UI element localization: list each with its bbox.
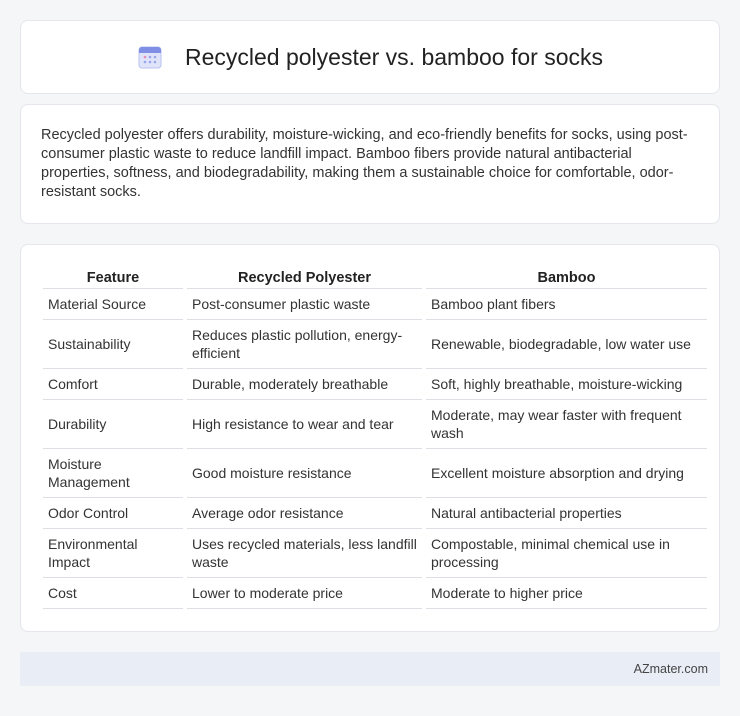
feature-cell: Cost — [43, 578, 183, 609]
table-row — [43, 578, 707, 609]
title-card — [20, 20, 720, 94]
polyester-cell: Average odor resistance — [187, 498, 422, 529]
page-title: Recycled polyester vs. bamboo for socks — [184, 43, 603, 70]
calendar-icon — [137, 44, 163, 70]
table-row — [43, 529, 707, 578]
bamboo-cell: Moderate, may wear faster with frequent wash — [426, 400, 707, 449]
header-feature: Feature — [43, 267, 183, 289]
feature-cell: Sustainability — [43, 320, 183, 369]
table-row — [43, 369, 707, 400]
feature-cell: Odor Control — [43, 498, 183, 529]
polyester-cell: Uses recycled materials, less landfill waste — [187, 529, 422, 578]
table-row — [43, 400, 707, 449]
table-row — [43, 289, 707, 320]
bamboo-cell: Natural antibacterial properties — [426, 498, 707, 529]
feature-cell: Environmental Impact — [43, 529, 183, 578]
table-row — [43, 498, 707, 529]
header-recycled-polyester: Recycled Polyester — [187, 267, 422, 289]
feature-cell: Comfort — [43, 369, 183, 400]
polyester-cell: Durable, moderately breathable — [187, 369, 422, 400]
bamboo-cell: Bamboo plant fibers — [426, 289, 707, 320]
polyester-cell: Lower to moderate price — [187, 578, 422, 609]
feature-cell: Material Source — [43, 289, 183, 320]
bamboo-cell: Soft, highly breathable, moisture-wicking — [426, 369, 707, 400]
polyester-cell: Reduces plastic pollution, energy-efficient — [187, 320, 422, 369]
footer-brand: AZmater.com — [633, 662, 708, 676]
table-row — [43, 320, 707, 369]
polyester-cell: High resistance to wear and tear — [187, 400, 422, 449]
table-header-row — [43, 267, 707, 289]
feature-cell: Moisture Management — [43, 449, 183, 498]
header-bamboo: Bamboo — [426, 267, 707, 289]
polyester-cell: Good moisture resistance — [187, 449, 422, 498]
comparison-table-card — [20, 244, 720, 632]
bamboo-cell: Compostable, minimal chemical use in processing — [426, 529, 707, 578]
footer — [20, 652, 720, 686]
summary-text: Recycled polyester offers durability, moisture-wicking, and eco-friendly benefits for socks, using post-consumer plastic waste to reduce landfill impact. Bamboo fibers provide natural antibacterial properties, softness, and biodegradability, making them a sustainable choice for comfortable, odor-resistant socks. — [41, 127, 688, 200]
feature-cell: Durability — [43, 400, 183, 449]
bamboo-cell: Renewable, biodegradable, low water use — [426, 320, 707, 369]
bamboo-cell: Moderate to higher price — [426, 578, 707, 609]
comparison-table — [39, 267, 711, 609]
polyester-cell: Post-consumer plastic waste — [187, 289, 422, 320]
table-row — [43, 449, 707, 498]
summary-card — [20, 104, 720, 224]
bamboo-cell: Excellent moisture absorption and drying — [426, 449, 707, 498]
